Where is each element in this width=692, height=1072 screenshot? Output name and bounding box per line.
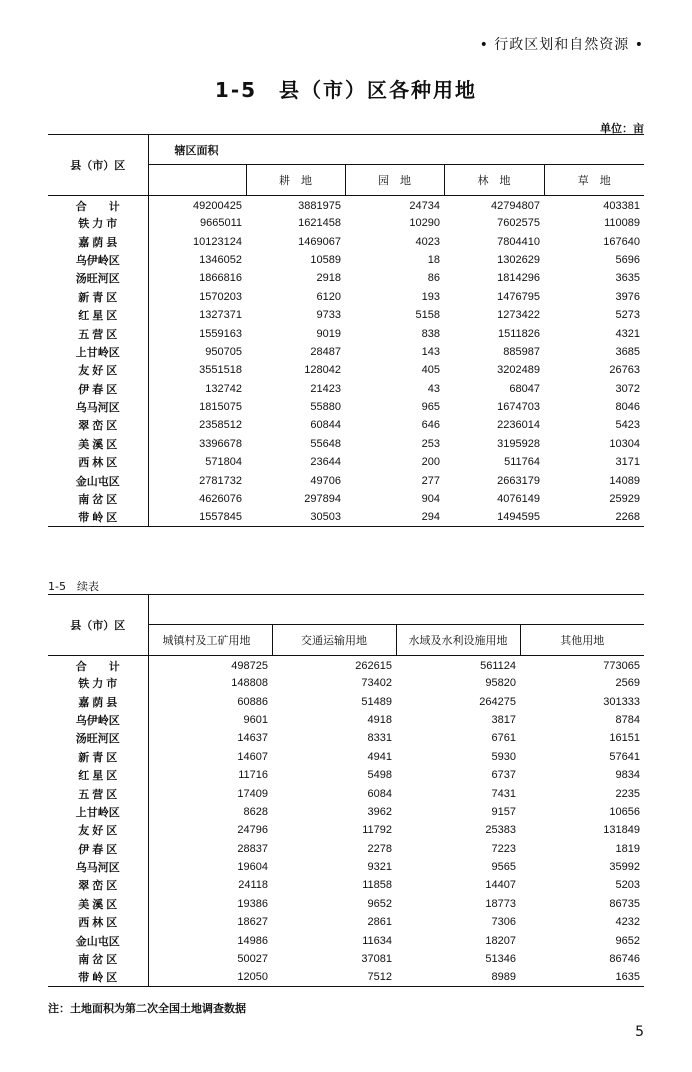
cell-value: 1273422	[497, 309, 540, 322]
col-header-transport: 交通运输用地	[272, 625, 396, 656]
cell-value: 301333	[603, 695, 640, 708]
cell-value: 8331	[367, 732, 392, 745]
cell-value: 30503	[310, 511, 341, 524]
cell-value: 143	[421, 345, 440, 358]
cell-value: 55880	[310, 401, 341, 414]
cell-value: 2236014	[497, 419, 540, 432]
cell-value: 7804410	[497, 235, 540, 248]
cell-value: 4023	[415, 235, 440, 248]
cell-value: 1635	[615, 971, 640, 984]
cell-value: 1674703	[497, 401, 540, 414]
cell-value: 37081	[361, 953, 392, 966]
cell-value: 18773	[485, 897, 516, 910]
region-name: 带 岭 区	[78, 972, 118, 985]
cell-value: 3195928	[497, 437, 540, 450]
cell-value: 6120	[316, 290, 341, 303]
cell-value: 6761	[491, 732, 516, 745]
cell-value: 4918	[367, 713, 392, 726]
cell-value: 14089	[609, 474, 640, 487]
cell-value: 1511826	[497, 327, 540, 340]
cell-value: 5273	[615, 309, 640, 322]
cell-value: 4626076	[148, 490, 246, 508]
cell-value: 2861	[367, 916, 392, 929]
cell-value: 9321	[367, 861, 392, 874]
row-header: 县（市）区	[70, 160, 126, 172]
region-name: 嘉 荫 县	[78, 696, 118, 709]
table-row	[48, 196, 644, 215]
table-row	[48, 471, 644, 489]
region-name: 红 星 区	[78, 770, 118, 783]
cell-value: 11792	[362, 824, 392, 837]
cell-value: 51346	[485, 953, 516, 966]
table-row	[48, 251, 644, 269]
cell-value: 646	[421, 419, 440, 432]
cell-value: 904	[421, 493, 440, 506]
cell-value: 1559163	[148, 324, 246, 342]
cell-value: 1494595	[497, 511, 540, 524]
cell-value: 131849	[603, 824, 640, 837]
cell-value: 2781732	[148, 471, 246, 489]
cell-value: 253	[421, 437, 440, 450]
table-row	[48, 380, 644, 398]
cell-value: 14407	[485, 879, 516, 892]
cell-value: 3171	[615, 456, 640, 469]
cell-value: 11716	[148, 766, 272, 784]
cell-value: 838	[421, 327, 440, 340]
table-row	[48, 656, 644, 675]
table-row	[48, 840, 644, 858]
cell-value: 26763	[609, 364, 640, 377]
cell-value: 885987	[503, 345, 540, 358]
cell-value: 2268	[615, 511, 640, 524]
cell-value: 19604	[148, 858, 272, 876]
cell-value: 10589	[310, 253, 341, 266]
cell-value: 18627	[148, 913, 272, 931]
cell-value: 73402	[361, 677, 392, 690]
cell-value: 6737	[491, 769, 516, 782]
cell-value: 21423	[310, 382, 341, 395]
region-name: 铁 力 市	[78, 678, 118, 691]
cell-value: 3962	[367, 805, 392, 818]
cell-value: 55648	[310, 437, 341, 450]
cell-value: 11858	[362, 879, 392, 892]
cell-value: 51489	[361, 695, 392, 708]
cell-value: 4321	[615, 327, 640, 340]
table-row	[48, 306, 644, 324]
cell-value: 561124	[480, 660, 516, 672]
cell-value: 50027	[148, 950, 272, 968]
table-row	[48, 343, 644, 361]
cell-value: 25929	[609, 493, 640, 506]
table-1-body	[48, 196, 644, 527]
cell-value: 49200425	[148, 196, 246, 215]
cell-value: 1621458	[298, 217, 341, 230]
col-header-cultivated: 耕 地	[246, 165, 345, 196]
cell-value: 28487	[310, 345, 341, 358]
cell-value: 9665011	[148, 214, 246, 232]
cell-value: 8989	[491, 971, 516, 984]
cell-value: 9019	[316, 327, 341, 340]
cell-value: 11634	[362, 934, 392, 947]
section-header: • 行政区划和自然资源 •	[479, 37, 644, 53]
cell-value: 24118	[148, 876, 272, 894]
col-header-forest: 林 地	[444, 165, 544, 196]
col-header-water: 水域及水利设施用地	[396, 625, 520, 656]
table-row	[48, 821, 644, 839]
land-use-table-1	[48, 134, 644, 527]
region-name: 南 岔 区	[78, 954, 118, 967]
cell-value: 773065	[603, 660, 640, 672]
table-row	[48, 288, 644, 306]
col-header-other: 其他用地	[520, 625, 644, 656]
continued-label: 1-5 续表	[48, 580, 99, 593]
col-header-urban: 城镇村及工矿用地	[148, 625, 272, 656]
cell-value: 405	[421, 364, 440, 377]
cell-value: 12050	[148, 968, 272, 986]
region-name: 乌伊岭区	[75, 254, 120, 267]
cell-value: 8628	[148, 803, 272, 821]
cell-value: 4232	[615, 916, 640, 929]
cell-value: 3635	[615, 272, 640, 285]
region-name: 红 星 区	[78, 310, 118, 323]
table-row	[48, 269, 644, 287]
cell-value: 6084	[367, 787, 392, 800]
table-row	[48, 729, 644, 747]
table-row	[48, 711, 644, 729]
table-row	[48, 950, 644, 968]
cell-value: 17409	[148, 784, 272, 802]
region-name: 美 溪 区	[78, 438, 118, 451]
cell-value: 7306	[491, 916, 516, 929]
cell-value: 86746	[609, 953, 640, 966]
region-name: 美 溪 区	[78, 898, 118, 911]
cell-value: 3396678	[148, 435, 246, 453]
cell-value: 1819	[615, 842, 640, 855]
cell-value: 60844	[310, 419, 341, 432]
cell-value: 498725	[148, 656, 272, 675]
land-use-table-2	[48, 594, 644, 987]
page-title: 1-5 县（市）区各种用地	[214, 78, 478, 102]
region-name: 合 计	[75, 661, 120, 673]
cell-value: 4076149	[497, 493, 540, 506]
cell-value: 28837	[148, 840, 272, 858]
footnote: 注：土地面积为第二次全国土地调查数据	[48, 1002, 246, 1015]
cell-value: 2235	[615, 787, 640, 800]
region-name: 汤旺河区	[75, 273, 120, 286]
region-name: 友 好 区	[78, 825, 118, 838]
cell-value: 1476795	[497, 290, 540, 303]
cell-value: 86735	[609, 897, 640, 910]
cell-value: 8784	[615, 713, 640, 726]
cell-value: 965	[421, 401, 440, 414]
cell-value: 10304	[609, 437, 640, 450]
region-name: 金山屯区	[75, 475, 120, 488]
cell-value: 7431	[491, 787, 516, 800]
cell-value: 1815075	[148, 398, 246, 416]
table-row	[48, 858, 644, 876]
table-row	[48, 803, 644, 821]
cell-value: 950705	[148, 343, 246, 361]
cell-value: 1866816	[148, 269, 246, 287]
cell-value: 95820	[485, 677, 516, 690]
table-row	[48, 398, 644, 416]
cell-value: 5423	[615, 419, 640, 432]
cell-value: 23644	[310, 456, 341, 469]
cell-value: 9834	[615, 769, 640, 782]
cell-value: 1346052	[148, 251, 246, 269]
cell-value: 7223	[491, 842, 516, 855]
table-row	[48, 416, 644, 434]
region-name: 伊 春 区	[78, 383, 118, 396]
cell-value: 18	[427, 253, 440, 266]
cell-value: 193	[421, 290, 440, 303]
cell-value: 4941	[367, 750, 392, 763]
region-name: 带 岭 区	[78, 512, 118, 525]
region-name: 乌伊岭区	[75, 714, 120, 727]
cell-value: 2663179	[497, 474, 540, 487]
region-name: 新 青 区	[78, 291, 118, 304]
region-name: 金山屯区	[75, 935, 120, 948]
cell-value: 43	[427, 382, 440, 395]
table-row	[48, 784, 644, 802]
cell-value: 9652	[615, 934, 640, 947]
cell-value: 403381	[603, 200, 640, 212]
cell-value: 3881975	[298, 200, 341, 212]
cell-value: 110089	[604, 217, 640, 230]
region-name: 上甘岭区	[75, 346, 120, 359]
col-header-garden: 园 地	[345, 165, 444, 196]
cell-value: 14986	[148, 931, 272, 949]
table-row	[48, 876, 644, 894]
table-row	[48, 931, 644, 949]
cell-value: 132742	[148, 380, 246, 398]
region-name: 新 青 区	[78, 751, 118, 764]
cell-value: 3072	[615, 382, 640, 395]
table-row	[48, 674, 644, 692]
cell-value: 19386	[148, 895, 272, 913]
page-number: 5	[635, 1024, 644, 1040]
table-row	[48, 508, 644, 526]
cell-value: 148808	[148, 674, 272, 692]
cell-value: 9601	[148, 711, 272, 729]
cell-value: 3551518	[148, 361, 246, 379]
cell-value: 49706	[310, 474, 341, 487]
region-name: 南 岔 区	[78, 494, 118, 507]
table-row	[48, 361, 644, 379]
table-row	[48, 692, 644, 710]
cell-value: 262615	[355, 660, 392, 672]
cell-value: 5498	[367, 769, 392, 782]
cell-value: 277	[421, 474, 440, 487]
cell-value: 35992	[609, 861, 640, 874]
cell-value: 5158	[415, 309, 440, 322]
cell-value: 1302629	[497, 253, 540, 266]
cell-value: 2918	[316, 272, 341, 285]
cell-value: 571804	[148, 453, 246, 471]
cell-value: 14607	[148, 748, 272, 766]
cell-value: 57641	[609, 750, 640, 763]
cell-value: 9157	[491, 805, 516, 818]
table-row	[48, 214, 644, 232]
table-row	[48, 968, 644, 986]
cell-value: 60886	[148, 692, 272, 710]
table-row	[48, 490, 644, 508]
cell-value: 9733	[316, 309, 341, 322]
cell-value: 1814296	[497, 272, 540, 285]
cell-value: 1557845	[148, 508, 246, 526]
cell-value: 9565	[491, 861, 516, 874]
table-row	[48, 232, 644, 250]
region-name: 汤旺河区	[75, 733, 120, 746]
region-name: 合 计	[75, 201, 120, 213]
region-name: 上甘岭区	[75, 806, 120, 819]
region-name: 乌马河区	[75, 402, 120, 415]
cell-value: 167640	[603, 235, 640, 248]
table-2-body	[48, 656, 644, 987]
cell-value: 3685	[615, 345, 640, 358]
region-name: 西 林 区	[78, 457, 118, 470]
region-name: 乌马河区	[75, 862, 120, 875]
region-name: 友 好 区	[78, 365, 118, 378]
cell-value: 200	[421, 456, 440, 469]
cell-value: 25383	[485, 824, 516, 837]
region-name: 铁 力 市	[78, 218, 118, 231]
cell-value: 1469067	[298, 235, 341, 248]
region-name: 五 营 区	[78, 788, 118, 801]
cell-value: 16151	[609, 732, 640, 745]
region-name: 伊 春 区	[78, 843, 118, 856]
region-name: 嘉 荫 县	[78, 236, 118, 249]
cell-value: 2358512	[148, 416, 246, 434]
cell-value: 68047	[509, 382, 540, 395]
cell-value: 10290	[409, 217, 440, 230]
col-header-grass: 草 地	[544, 165, 644, 196]
cell-value: 24734	[409, 200, 440, 212]
cell-value: 3817	[491, 713, 516, 726]
region-name: 翠 峦 区	[78, 880, 118, 893]
table-row	[48, 748, 644, 766]
cell-value: 5203	[615, 879, 640, 892]
cell-value: 5696	[615, 253, 640, 266]
cell-value: 5930	[491, 750, 516, 763]
cell-value: 2569	[615, 677, 640, 690]
cell-value: 128042	[304, 364, 341, 377]
region-name: 五 营 区	[78, 328, 118, 341]
cell-value: 24796	[148, 821, 272, 839]
table-row	[48, 766, 644, 784]
cell-value: 264275	[479, 695, 516, 708]
cell-value: 297894	[304, 493, 341, 506]
row-header: 县（市）区	[70, 620, 126, 632]
cell-value: 10656	[609, 805, 640, 818]
region-name: 西 林 区	[78, 917, 118, 930]
region-name: 翠 峦 区	[78, 420, 118, 433]
cell-value: 1570203	[148, 288, 246, 306]
cell-value: 7512	[367, 971, 392, 984]
cell-value: 9652	[367, 897, 392, 910]
cell-value: 3202489	[497, 364, 540, 377]
cell-value: 10123124	[148, 232, 246, 250]
table-row	[48, 324, 644, 342]
table-row	[48, 453, 644, 471]
cell-value: 1327371	[148, 306, 246, 324]
cell-value: 42794807	[491, 200, 540, 212]
unit-label: 单位：亩	[600, 122, 644, 135]
table-row	[48, 895, 644, 913]
cell-value: 511764	[504, 456, 540, 469]
cell-value: 8046	[615, 401, 640, 414]
cell-value: 18207	[485, 934, 516, 947]
cell-value: 86	[427, 272, 440, 285]
cell-value: 2278	[367, 842, 392, 855]
table-row	[48, 913, 644, 931]
total-area-header: 辖区面积	[148, 135, 246, 165]
cell-value: 294	[421, 511, 440, 524]
cell-value: 7602575	[497, 217, 540, 230]
cell-value: 3976	[615, 290, 640, 303]
cell-value: 14637	[148, 729, 272, 747]
table-row	[48, 435, 644, 453]
